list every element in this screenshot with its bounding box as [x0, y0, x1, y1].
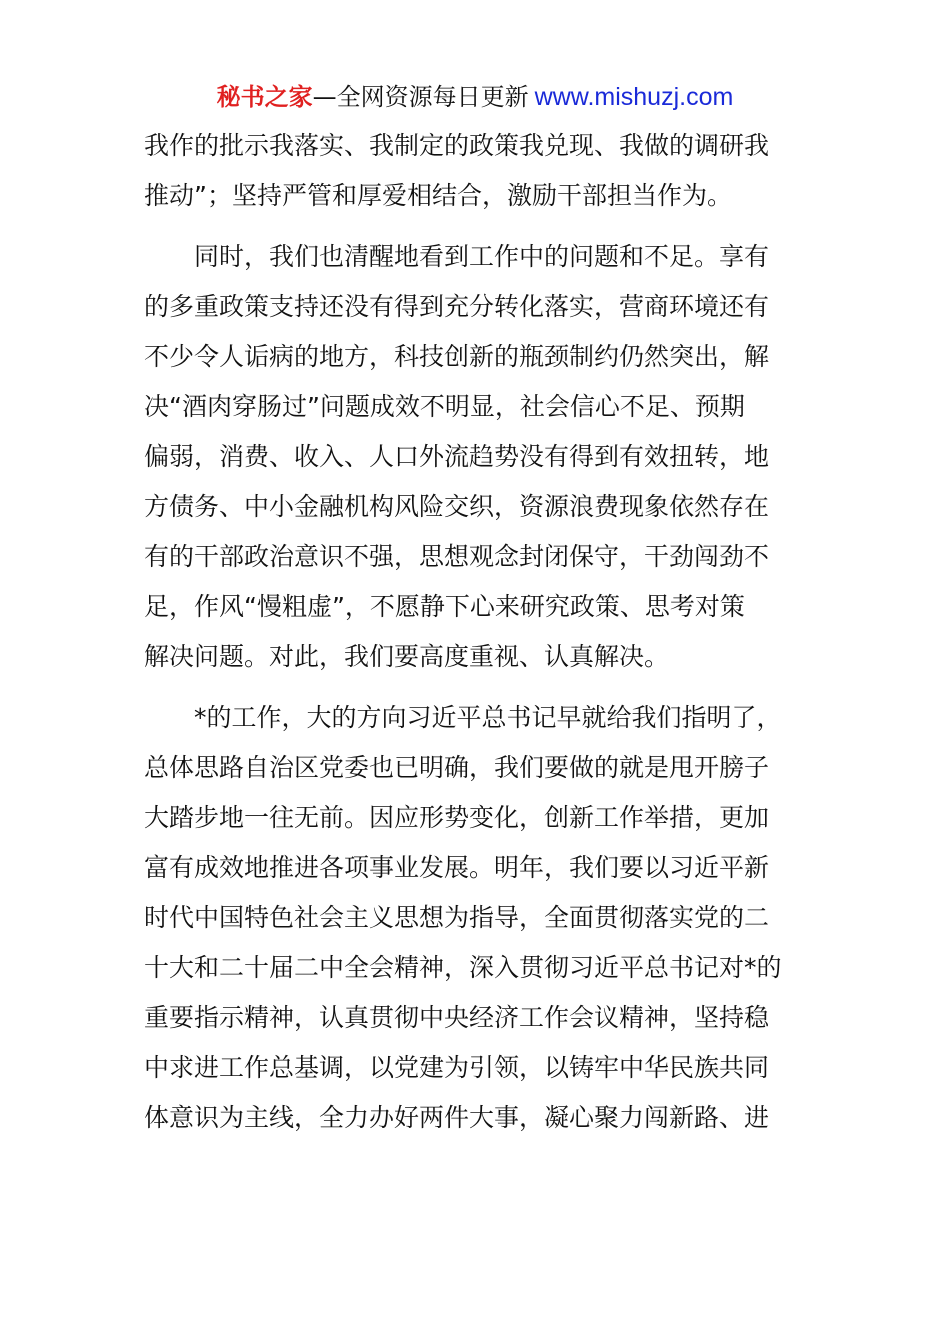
text-line: 不少令人诟病的地方，科技创新的瓶颈制约仍然突出，解 — [144, 342, 770, 371]
brand-name: 秘书之家 — [216, 83, 313, 111]
text-line: 十大和二十届二中全会精神，深入贯彻习近平总书记对*的 — [144, 953, 782, 982]
text-line: 富有成效地推进各项事业发展。明年，我们要以习近平新 — [144, 853, 770, 882]
text-line: 解决问题。对此，我们要高度重视、认真解决。 — [144, 642, 670, 671]
text-line: 方债务、中小金融机构风险交织，资源浪费现象依然存在 — [144, 492, 770, 521]
text-line: 推动”；坚持严管和厚爱相结合，激励干部担当作为。 — [144, 181, 732, 210]
paragraph — [144, 121, 808, 221]
text-line: 决“酒肉穿肠过”问题成效不明显，社会信心不足、预期 — [144, 392, 745, 421]
header-tagline: —全网资源每日更新 — [312, 83, 529, 111]
text-line: 总体思路自治区党委也已明确，我们要做的就是甩开膀子 — [144, 753, 770, 782]
text-line: 大踏步地一往无前。因应形势变化，创新工作举措，更加 — [144, 803, 770, 832]
text-line: 重要指示精神，认真贯彻中央经济工作会议精神，坚持稳 — [144, 1003, 770, 1032]
text-line: *的工作，大的方向习近平总书记早就给我们指明了， — [144, 703, 782, 732]
site-url-link[interactable]: www.mishuzj.com — [534, 83, 734, 111]
text-line: 时代中国特色社会主义思想为指导，全面贯彻落实党的二 — [144, 903, 770, 932]
paragraph — [144, 232, 808, 682]
document-body — [144, 121, 808, 1143]
page-header — [0, 80, 950, 114]
text-line: 我作的批示我落实、我制定的政策我兑现、我做的调研我 — [144, 131, 770, 160]
text-line: 有的干部政治意识不强，思想观念封闭保守，干劲闯劲不 — [144, 542, 770, 571]
text-line: 同时，我们也清醒地看到工作中的问题和不足。享有 — [144, 242, 770, 271]
text-line: 体意识为主线，全力办好两件大事，凝心聚力闯新路、进 — [144, 1103, 770, 1132]
text-line: 的多重政策支持还没有得到充分转化落实，营商环境还有 — [144, 292, 770, 321]
text-line: 中求进工作总基调，以党建为引领，以铸牢中华民族共同 — [144, 1053, 770, 1082]
text-line: 偏弱，消费、收入、人口外流趋势没有得到有效扭转，地 — [144, 442, 770, 471]
text-line: 足，作风“慢粗虚”，不愿静下心来研究政策、思考对策 — [144, 592, 745, 621]
paragraph — [144, 693, 808, 1143]
